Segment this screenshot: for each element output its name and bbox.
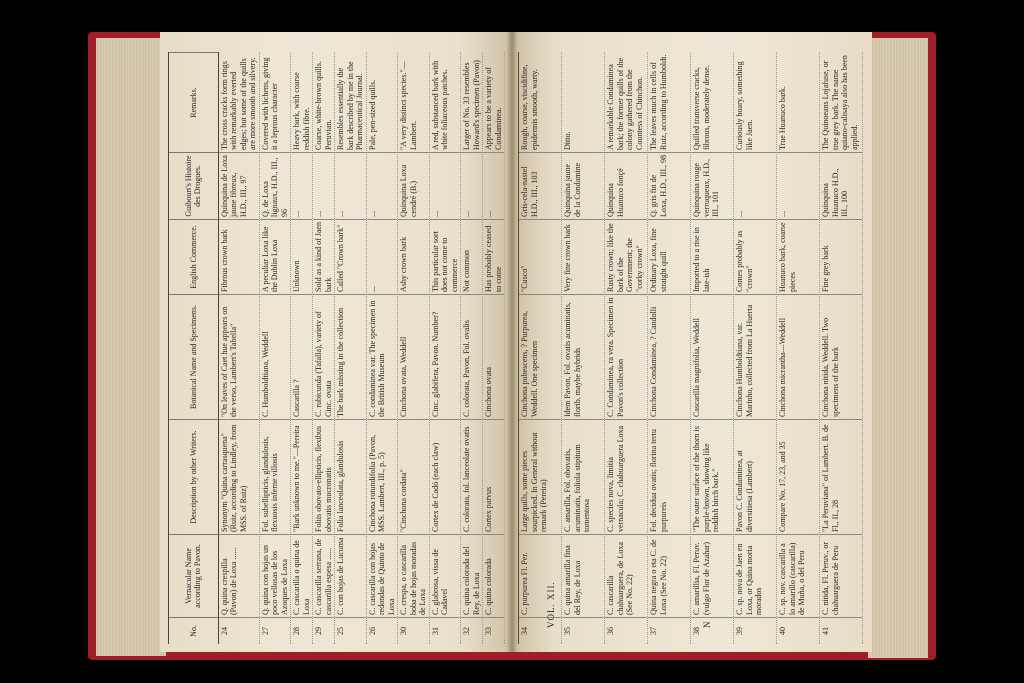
cell-guibourt: Quinquina jaune de la Condamine <box>562 152 604 219</box>
table-row <box>562 52 605 644</box>
cell-description: "Cinchona cordata" <box>398 419 429 534</box>
cell-remarks: A remarkable Condaminea bark; the former quills of the colony gathered from the Countess of Chinchon. <box>606 57 644 150</box>
header-remarks: Remarks. <box>169 52 218 152</box>
cell-botanical: Cinc. glabifera, Pavon. Number? <box>430 294 461 419</box>
cell-description: Cinchona rotundifolia (Pavon, MSS. Lambert, III., p. 5) <box>367 419 398 534</box>
cell-description: Cortex de Cadó (each claw) <box>430 419 461 534</box>
cell-description: Compare No. 17, 23, and 35 <box>777 419 819 534</box>
cell-botanical: Cinchona pubescens, ? Purpurea, Weddell. One specimen <box>519 294 561 419</box>
cell-english: Sold as a kind of Jaen bark <box>313 219 334 294</box>
cell-remarks: The cross cracks form rings with remarkably everted edges; but some of the quills are more smooth and silvery. <box>219 57 257 150</box>
cell-guibourt: ... <box>734 152 776 219</box>
header-description: Description by other Writers. <box>169 419 218 534</box>
cell-vernacular: C. cascarilla o quina de Loxa <box>291 534 312 617</box>
cell-vernacular: C. glabrosa, vissa de Cadavel <box>430 534 461 617</box>
cell-guibourt: Quinquina de Loxa jaune fibreux, H.D., III., 97 <box>219 152 259 219</box>
cell-remarks: Quilled transverse cracks, fibrous, moderately dense. <box>692 65 711 150</box>
cell-description: C. amarilla, Fol. obovatis, acuminatis, foliola stipitum tomentosa <box>562 419 604 534</box>
table-row <box>313 52 335 644</box>
cell-guibourt: ... <box>335 152 366 219</box>
cell-guibourt: Gris-cela-nastel H.D., III., 103 <box>519 152 561 219</box>
cell-number: 36 <box>605 617 647 644</box>
cell-number: 27 <box>260 617 291 644</box>
cell-number: 26 <box>367 617 398 644</box>
page-edges-right <box>868 38 928 658</box>
cell-remarks: Coarse, white-brown quills. Peruvian. <box>314 61 333 150</box>
cell-english: Fine grey bark <box>820 219 862 294</box>
table-row <box>291 52 313 644</box>
cell-english: Ashy crown bark <box>398 219 429 294</box>
cell-vernacular: C. nitida, Fl. Peruv., or chahuarguera de Peru <box>820 534 862 617</box>
cell-number: 25 <box>335 617 366 644</box>
left-page-table <box>168 52 504 644</box>
cell-vernacular: C. cascarilla chahuarguera, de Loxa (See No. 22) <box>605 534 647 617</box>
cell-number: 41 <box>820 617 862 644</box>
cell-remarks: True Huanuco bark. <box>778 86 787 150</box>
header-guibourt: Guibourt's Histoire des Drogues. <box>169 152 218 219</box>
table-row <box>605 52 648 644</box>
cell-english: This particular sort does not come to commerce <box>430 219 461 294</box>
header-english: English Commerce. <box>169 219 218 294</box>
cell-number: 35 <box>562 617 604 644</box>
cell-vernacular: C. quina colorada del Rey, de Loxa <box>461 534 482 617</box>
cell-vernacular: C. sp. nov. cascarilla a lo amarillo (cascarilla) de Muña, o del Peru <box>777 534 819 617</box>
cell-number: 30 <box>398 617 429 644</box>
cell-number: 24 <box>219 617 259 644</box>
cell-vernacular: C. cascarilla con hojas redondas de Quinto de Loxa <box>367 534 398 617</box>
cell-english: Rusty crown; like the bark of the Government; the "corky crown" <box>605 219 647 294</box>
book-gutter <box>506 32 518 652</box>
cell-vernacular: C. purpurea Fl. Per. <box>519 534 561 617</box>
cell-botanical: C. Humboldtiana, Weddell <box>260 294 291 419</box>
cell-description: "The outer surface of the thorn is purple-brown, showing like reddish birch bark." <box>691 419 733 534</box>
header-vernacular: Vernacular Name according to Pavon. <box>169 534 218 617</box>
cell-guibourt: Quinquina rouge verruqueux, H.D., III., 101 <box>691 152 733 219</box>
cell-description: C. species nova, limitia vernacula; C. chahuarguera Loxa <box>605 419 647 534</box>
cell-english: Very fine crown bark <box>562 219 604 294</box>
left-table-rows <box>219 52 506 644</box>
header-no: No. <box>169 617 218 644</box>
cell-vernacular: Q. quina crespilla (Pavon) de Loxa ...... <box>219 534 259 617</box>
signature-mark: N <box>702 621 712 628</box>
cell-number: 33 <box>483 617 504 644</box>
cell-english: "Cusco" <box>519 219 561 294</box>
table-row <box>260 52 292 644</box>
table-header <box>169 52 219 644</box>
cell-botanical: Cascarilla magnifolia, Weddell <box>691 294 733 419</box>
cell-vernacular: C. sp. nova de Jaen en Loxa, or Quina moria morados <box>734 534 776 617</box>
cell-number: 32 <box>461 617 482 644</box>
cell-number: 40 <box>777 617 819 644</box>
table-row <box>691 52 734 644</box>
cell-english: Fibrous crown bark <box>219 219 259 294</box>
table-row <box>734 52 777 644</box>
table-row <box>820 52 863 644</box>
cell-number: 28 <box>291 617 312 644</box>
cell-vernacular: C. quina colorada <box>483 534 504 617</box>
cell-botanical: "On leaves of Caet hue appears on the verso, Lambert's Tabella" <box>219 294 259 419</box>
cell-english: Imported to a rise in late-ish <box>691 219 733 294</box>
cell-botanical: Idem Pavon, Fol. ovatis acuminatis, florib. maybe hybrids <box>562 294 604 419</box>
cell-botanical: Cinchona micrantha—Weddell <box>777 294 819 419</box>
right-page <box>512 32 872 652</box>
left-page <box>160 32 512 652</box>
table-row <box>219 52 260 644</box>
cell-guibourt: ... <box>291 152 312 219</box>
table-row <box>648 52 691 644</box>
cell-description: C. colorata, fol. lanceolate ovatis <box>461 419 482 534</box>
table-row <box>398 52 430 644</box>
cell-description: Fol. decidua ovatis; florina tertu purpureis <box>648 419 690 534</box>
cell-guibourt: Quinquina Huanuco H.D., III., 100 <box>820 152 862 219</box>
right-page-table <box>518 52 862 644</box>
cell-remarks: Heavy bark, with coarse reddish fibre. <box>292 72 311 150</box>
table-row <box>335 52 367 644</box>
cell-english: Ordinary Loxa, fine straight quill <box>648 219 690 294</box>
cell-remarks: Pale, pen-sized quills. <box>367 79 377 150</box>
cell-guibourt: ... <box>483 152 504 219</box>
cell-guibourt: Quinquina Loxa cendré (B.) <box>398 152 429 219</box>
cell-remarks: "A very distinct species."—Lambert. <box>399 61 418 150</box>
cell-remarks: The Quinoeans Lojafuse, or true grey bark. The name quiano-calisaya also has been applied. <box>821 55 859 150</box>
cell-botanical: Cinchona ovata, Weddell <box>398 294 429 419</box>
table-row <box>430 52 462 644</box>
cell-description: Cortex parvus <box>483 419 504 534</box>
cell-remarks: Resembles essentially the bark described by me in the Pharmaceutical Journal. <box>336 61 364 150</box>
cell-botanical: Cinchona Condaminea, ? Candolli <box>648 294 690 419</box>
page-edges-left <box>96 38 166 656</box>
cell-botanical: C. rubicunda (Tafalla), variety of Cinc. ovata <box>313 294 334 419</box>
cell-remarks: Rough, coarse, viscidifine, epidermis smooth, warty. <box>520 64 539 150</box>
cell-guibourt: ... <box>367 152 398 219</box>
cell-english: Comes probably as "crown" <box>734 219 776 294</box>
cell-vernacular: Q. quina con hojas un poco vellosas de los Azoques de Loxa <box>260 534 291 617</box>
cell-botanical: C. condaminea var. The specimen in the British Museum <box>367 294 398 419</box>
cell-number: 31 <box>430 617 461 644</box>
table-row <box>483 52 505 644</box>
cell-english: A peculiar Loxa like the Dublin Loxa <box>260 219 291 294</box>
cell-english: Unknown <box>291 219 312 294</box>
cell-number: 39 <box>734 617 776 644</box>
cell-description: Synonym "Quina carrasquena" (Ruiz, according to Lindley, from MSS. of Ruiz) <box>219 419 259 534</box>
cell-description: Fol. subellipticis, glandulosis, flexuosis inferne villosis <box>260 419 291 534</box>
cell-botanical: C. Condaminea, ra vera. Specimen in Pavon's collection <box>605 294 647 419</box>
cell-vernacular: Quina negra o eta C. de Loxa (See No. 22) <box>648 534 690 617</box>
cell-number: 29 <box>313 617 334 644</box>
right-table-rows <box>519 52 863 644</box>
cell-description: "Bark unknown to me."—Pereira <box>291 419 312 534</box>
cell-guibourt: ... <box>313 152 334 219</box>
cell-remarks: Ditto. <box>563 131 572 150</box>
cell-remarks: Covered with lichens, giving it a leprous character <box>260 57 279 150</box>
cell-vernacular: C. con hojas de Lucuma <box>335 534 366 617</box>
cell-number: 37 <box>648 617 690 644</box>
cell-number: 34 <box>519 617 561 644</box>
cell-vernacular: C. crespa, o cascarilla boba de hojas moradas de Loxa <box>398 534 429 617</box>
cell-english: ... <box>367 219 398 294</box>
cell-guibourt: ... <box>461 152 482 219</box>
cell-botanical: C. colorata, Pavon, Fol. ovalis <box>461 294 482 419</box>
table-row <box>367 52 399 644</box>
table-row <box>777 52 820 644</box>
cell-remarks: The leaves much in cells of Ruiz, according to Humboldt. <box>649 54 668 150</box>
table-row <box>461 52 483 644</box>
cell-remarks: A red, substanced bark with white foliaceous patches. <box>430 60 449 150</box>
cell-english: Huanuco bark, coarse pieces <box>777 219 819 294</box>
cell-english: Has probably ceased to come <box>483 219 504 294</box>
cell-description: "La Peruviana" of Lambert. B. de Fl., II., 28 <box>820 419 862 534</box>
cell-remarks: Larger of No. 33 resembles Howard's specimen (Pavon) <box>462 60 481 150</box>
header-botanical: Botanical Name and Specimens. <box>169 294 218 419</box>
cell-guibourt: ... <box>430 152 461 219</box>
cell-botanical: Cinchona ovata <box>483 294 504 419</box>
cell-description: Foliis obovato-ellipticis, flexibus obovatis mucronatis <box>313 419 334 534</box>
cell-vernacular: C. amarillia, Fl. Peruv. (vulgo Flor de Azahar) <box>691 534 733 617</box>
cell-number: 38 <box>691 617 733 644</box>
cell-botanical: Cinchona nitida, Weddell. Two specimens of the bark <box>820 294 862 419</box>
cell-botanical: The bark missing in the collection <box>335 294 366 419</box>
cell-guibourt: Quinquina Huanuco fonçé <box>605 152 647 219</box>
cell-vernacular: C. quina amarilla fina del Rey, de Loxa <box>562 534 604 617</box>
cell-guibourt: ... <box>777 152 819 219</box>
volume-label: VOL. XII. <box>546 581 556 628</box>
cell-guibourt: Q. de Loxa lignaux, H.D., III., 96 <box>260 152 291 219</box>
cell-guibourt: Q. gris fin de Loxa, H.D., III., 98 <box>648 152 690 219</box>
table-row <box>519 52 562 644</box>
cell-botanical: Cinchona Humboldtiana, var. Marinho, collected from La Huerta <box>734 294 776 419</box>
cell-botanical: Cascarilla ? <box>291 294 312 419</box>
cell-remarks: Appears to be a variety of Condaminea. <box>484 67 503 150</box>
cell-description: Pavon C. Condaminea, at diversitiesa (Lambert) <box>734 419 776 534</box>
cell-description: Folia lanceolata, glandulosis <box>335 419 366 534</box>
cell-english: Not common <box>461 219 482 294</box>
cell-english: Called "Crown bark" <box>335 219 366 294</box>
cell-description: Large quills, some pieces sourpicked. In General without remark (Pereira) <box>519 419 561 534</box>
cell-vernacular: C. cascarilla serrana, de cascarilla espesa ...... <box>313 534 334 617</box>
cell-remarks: Curiously hoary, something like Jaen. <box>735 61 754 150</box>
